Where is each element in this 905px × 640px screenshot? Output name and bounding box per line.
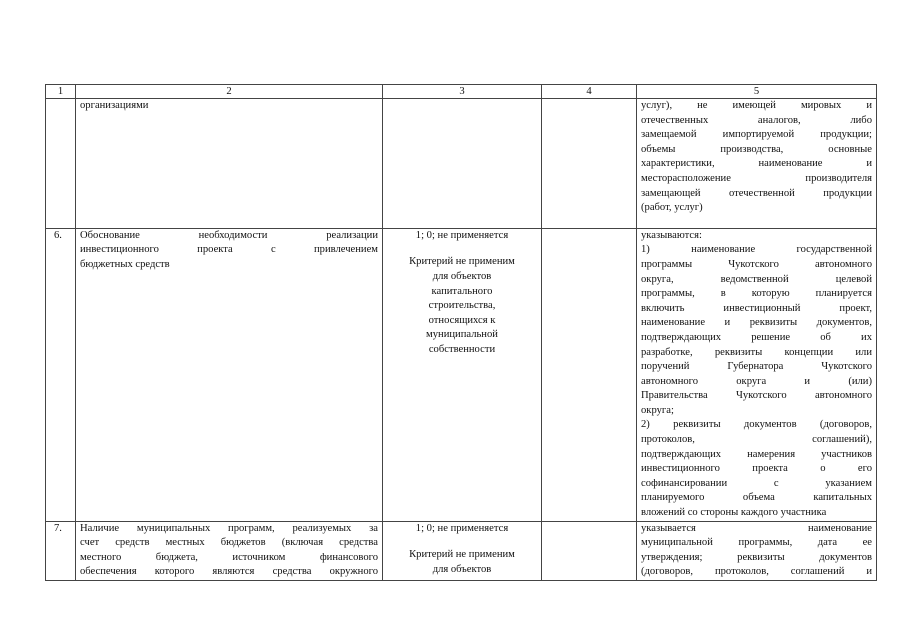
description-line: инвестиционного проекта о его (641, 463, 872, 475)
row-number: 6. (46, 228, 76, 521)
description-line: наименование и реквизиты документов, (641, 317, 872, 329)
description-line: разработке, реквизиты концепции или (641, 346, 872, 358)
criterion-note-line: строительства, (428, 300, 496, 312)
header-col-4: 4 (542, 85, 637, 99)
criteria-table (45, 84, 877, 581)
criterion-note-line: капитального (431, 285, 493, 297)
description-line: подтверждающих решение об их (641, 331, 872, 343)
header-row (46, 85, 877, 99)
description-line: программы Чукотского автономного (641, 258, 872, 270)
description-line: включить инвестиционный проект, (641, 302, 872, 314)
criterion-line: местного бюджета, источником финансового (80, 551, 378, 563)
description-line: округа, ведомственной целевой (641, 273, 872, 285)
criterion-cell (76, 228, 383, 521)
criterion-note-line: Критерий не применим (409, 256, 515, 268)
description-line: подтверждающих намерения участников (641, 448, 872, 460)
score-cell (383, 521, 542, 580)
criterion-text: организациями (80, 100, 149, 111)
criterion-note-line: относящихся к (428, 314, 496, 326)
description-line: указываются: (641, 229, 702, 241)
criterion-note-line: для объектов (432, 563, 492, 575)
score-values: 1; 0; не применяется (415, 229, 509, 241)
description-line: программы, в которую планируется (641, 288, 872, 300)
description-line: муниципальной программы, дата ее (641, 537, 872, 549)
header-col-2: 2 (76, 85, 383, 99)
description-line: (договоров, протоколов, соглашений и (641, 566, 872, 578)
empty-cell (542, 228, 637, 521)
criterion-line: Наличие муниципальных программ, реализуемых за (80, 522, 378, 534)
description-line: отечественных аналогов, либо (641, 114, 872, 126)
description-line: автономного округа и (или) (641, 375, 872, 387)
criterion-note-line: для объектов (432, 270, 492, 282)
description-line: утверждения; реквизиты документов (641, 551, 872, 563)
header-col-1: 1 (46, 85, 76, 99)
criterion-line: счет средств местных бюджетов (включая средства (80, 537, 378, 549)
criterion-cell (76, 521, 383, 580)
criterion-line: Обоснование необходимости реализации (80, 229, 378, 241)
score-cell (383, 228, 542, 521)
description-cell (637, 99, 877, 229)
criterion-note-line: собственности (428, 343, 496, 355)
description-line: 2) реквизиты документов (договоров, (641, 419, 872, 431)
description-line: услуг), не имеющей мировых и (641, 100, 872, 111)
description-line: Правительства Чукотского автономного (641, 390, 872, 402)
row-number: 7. (46, 521, 76, 580)
description-line: вложений со стороны каждого участника (641, 507, 827, 519)
criterion-line: обеспечения которого являются средства окружного (80, 566, 378, 578)
table-row (46, 99, 877, 229)
description-line: (работ, услуг) (641, 202, 703, 214)
description-line: объемы производства, основные (641, 143, 872, 155)
table-row (46, 521, 877, 580)
description-line: указывается наименование (641, 522, 872, 534)
description-cell (637, 228, 877, 521)
description-line: месторасположение производителя (641, 172, 872, 184)
row-number-cell (46, 99, 76, 229)
header-col-5: 5 (637, 85, 877, 99)
description-line: замещаемой импортируемой продукции; (641, 129, 872, 141)
description-line: софинансировании с указанием (641, 477, 872, 489)
description-line: 1) наименование государственной (641, 244, 872, 256)
header-col-3: 3 (383, 85, 542, 99)
description-line: характеристики, наименование и (641, 158, 872, 170)
criterion-cell (76, 99, 383, 229)
description-line: поручений Губернатора Чукотского (641, 361, 872, 373)
description-line: планируемого объема капитальных (641, 492, 872, 504)
empty-cell (542, 521, 637, 580)
description-line: протоколов, соглашений), (641, 434, 872, 446)
criterion-line: бюджетных средств (80, 258, 170, 270)
description-line: округа; (641, 404, 674, 416)
description-line: замещающей отечественной продукции (641, 187, 872, 199)
criterion-note-line: Критерий не применим (409, 549, 515, 561)
score-cell (383, 99, 542, 229)
table-row (46, 228, 877, 521)
description-cell (637, 521, 877, 580)
empty-cell (542, 99, 637, 229)
criterion-note-line: муниципальной (426, 329, 498, 341)
criterion-line: инвестиционного проекта с привлечением (80, 244, 378, 256)
score-values: 1; 0; не применяется (415, 522, 509, 534)
